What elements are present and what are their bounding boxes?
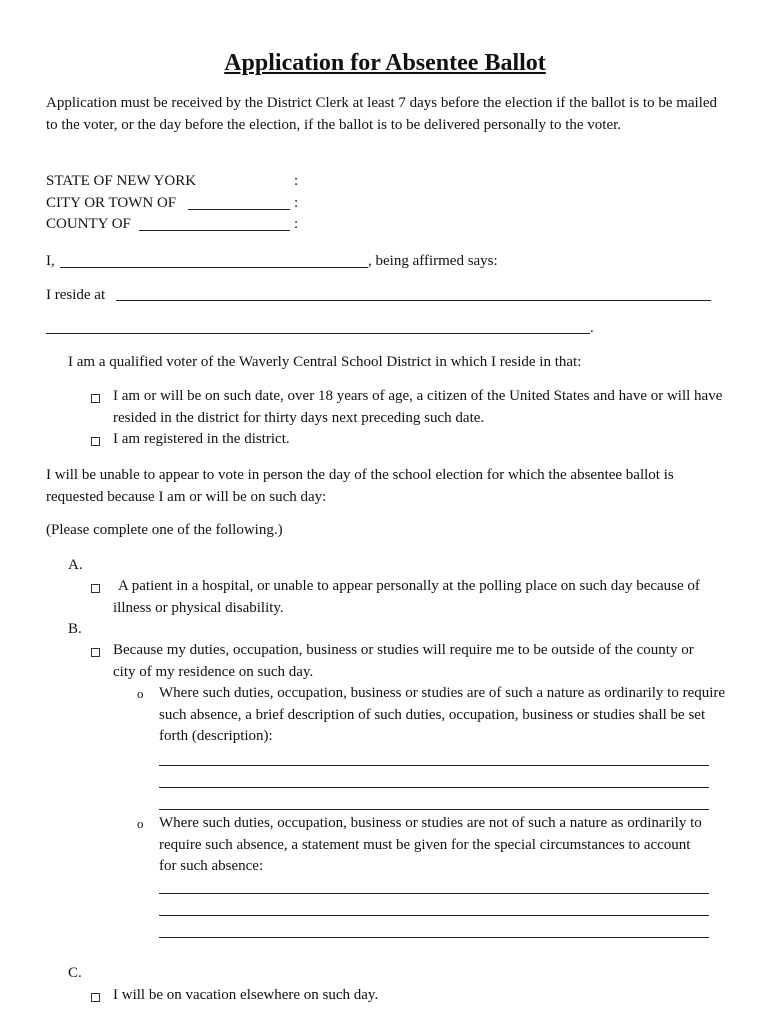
instruction-text: (Please complete one of the following.) — [46, 522, 283, 538]
section-c-option: I will be on vacation elsewhere on such day. — [113, 987, 379, 1003]
affirm-prefix: I, — [46, 253, 55, 269]
description-line-2[interactable] — [159, 787, 709, 788]
checkbox-age-citizen[interactable] — [91, 394, 100, 403]
statement-line-2[interactable] — [159, 915, 709, 916]
address-field-line-2[interactable] — [46, 333, 590, 334]
affirm-suffix: , being affirmed says: — [368, 253, 498, 269]
description-line-1[interactable] — [159, 765, 709, 766]
address-field-line-1[interactable] — [116, 300, 711, 301]
checkbox-section-a[interactable] — [91, 584, 100, 593]
county-field[interactable] — [139, 215, 290, 231]
venue-county-label: COUNTY OF — [46, 216, 131, 232]
unable-paragraph: I will be unable to appear to vote in person the day of the school election for which the absentee ballot is requested because I am or will be on such day: — [46, 467, 674, 505]
reside-label: I reside at — [46, 287, 106, 303]
intro-paragraph: Application must be received by the District Clerk at least 7 days before the election if the ballot is to be mailed to the voter, or the day before the election, if the ballot is to be delivered personally to the voter. — [46, 95, 718, 133]
city-field[interactable] — [188, 194, 290, 210]
section-a-option: A patient in a hospital, or unable to appear personally at the polling place on such day because of illness or physical disability. — [113, 578, 700, 616]
qualified-intro: I am a qualified voter of the Waverly Central School District in which I reside in that: — [68, 354, 582, 370]
venue-colon: : — [294, 216, 299, 232]
venue-colon: : — [294, 173, 299, 189]
statement-line-3[interactable] — [159, 937, 709, 938]
bullet-sub2: o — [137, 816, 144, 831]
statement-line-1[interactable] — [159, 893, 709, 894]
description-line-3[interactable] — [159, 809, 709, 810]
qualification-age-citizen: I am or will be on such date, over 18 years of age, a citizen of the United States and have or will have resided in the district for thirty days next preceding such date. — [113, 388, 723, 426]
bullet-sub1: o — [137, 686, 144, 701]
section-a-letter: A. — [68, 557, 83, 573]
reside-end: . — [590, 320, 594, 336]
checkbox-registered[interactable] — [91, 437, 100, 446]
section-b-option: Because my duties, occupation, business or studies will require me to be outside of the county or city of my residence on such day. — [113, 642, 694, 680]
venue-state-label: STATE OF NEW YORK — [46, 173, 197, 189]
page-title: Application for Absentee Ballot — [224, 50, 546, 76]
section-b-letter: B. — [68, 621, 82, 637]
checkbox-section-c[interactable] — [91, 993, 100, 1002]
section-c-letter: C. — [68, 965, 82, 981]
section-b-sub2: Where such duties, occupation, business or studies are not of such a nature as ordinarily to require such absence, a statement must be given for the special circumstances to account for such absence: — [159, 815, 702, 874]
venue-city-label: CITY OR TOWN OF — [46, 195, 177, 211]
section-b-sub1: Where such duties, occupation, business or studies are of such a nature as ordinarily to require such absence, a brief description of such duties, occupation, business or studies shall be set forth (description): — [159, 685, 726, 744]
checkbox-section-b[interactable] — [91, 648, 100, 657]
name-field[interactable] — [60, 252, 368, 268]
venue-colon: : — [294, 195, 299, 211]
qualification-registered: I am registered in the district. — [113, 431, 290, 447]
